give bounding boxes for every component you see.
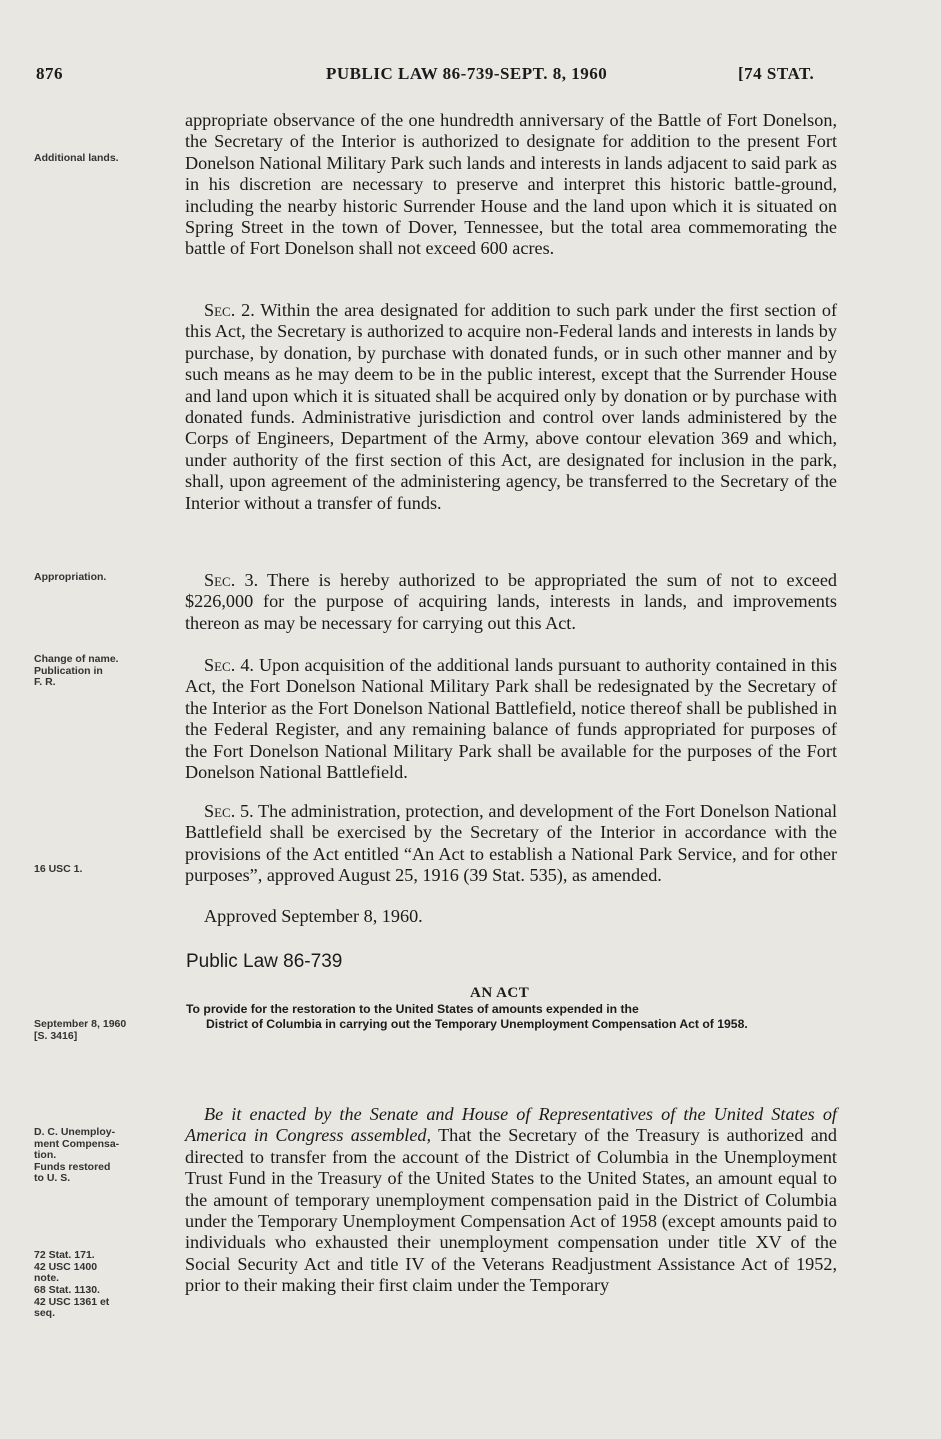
- enacting-clause: Be it enacted by the Senate and House of Representatives of the United States of America in Congress assembled,: [185, 1104, 837, 1146]
- act-purpose: [186, 1002, 837, 1032]
- margin-note-appropriation: Appropriation.: [34, 571, 107, 583]
- section-2-label: Sec. 2.: [204, 300, 255, 320]
- section-3-text: There is hereby authorized to be appropriated the sum of not to exceed $226,000 for the purpose of acquiring lands, interests in lands, and improvements thereon as may be necessary for carrying out this Act.: [185, 570, 837, 633]
- statute-volume: [74 STAT.: [738, 64, 815, 83]
- public-law-heading: Public Law 86-739: [186, 951, 343, 972]
- margin-note-change-of-name: Change of name. Publication in F. R.: [34, 653, 119, 688]
- section-5-label: Sec. 5.: [204, 801, 254, 821]
- margin-note-stat-171: 72 Stat. 171. 42 USC 1400 note.: [34, 1249, 98, 1284]
- section-4: [185, 655, 837, 783]
- section-3-label: Sec. 3.: [204, 570, 259, 590]
- section-5: [185, 801, 837, 887]
- law2-body-text: That the Secretary of the Treasury is authorized and directed to transfer from the account of the District of Columbia in the Unemployment Trust Fund in the Treasury of the United States to the United States, an amount equal to the amount of temporary unemployment compensation paid in the District of Columbia under the Temporary Unemployment Compensation Act of 1958 (except amounts paid to individuals who exhausted their unemployment compensation under title XV of the Social Security Act and title IV of the Veterans Readjustment Assistance Act of 1952, prior to their making their first claim under the Temporary: [185, 1125, 837, 1296]
- approval-line: Approved September 8, 1960.: [204, 906, 423, 926]
- page-number: 876: [36, 64, 63, 83]
- margin-note-stat-1130: 68 Stat. 1130. 42 USC 1361 et seq.: [34, 1284, 110, 1319]
- section-4-text: Upon acquisition of the additional lands pursuant to authority contained in this Act, the Fort Donelson National Military Park shall be redesignated by the Secretary of the Interior as the Fort Donelson National Battlefield, notice thereof shall be published in the Federal Register, and any remaining balance of funds appropriated for purposes of the Fort Donelson National Military Park shall be available for the purposes of the Fort Donelson National Battlefield.: [185, 655, 837, 783]
- law2-body: [185, 1104, 837, 1297]
- section-2-text: Within the area designated for addition to such park under the first section of this Act, the Secretary is authorized to acquire non-Federal lands and interests in lands by purchase, by donation, by purchase with donated funds, or in such other manner and by such means as he may deem to be in the public interest, except that the Surrender House and land upon which it is situated shall be acquired only by donation or by purchase with donated funds. Administrative jurisdiction and control over lands administered by the Corps of Engineers, Department of the Army, above contour elevation 369 and which, under authority of the first section of this Act, are designated for inclusion in the park, shall, upon agreement of the administering agency, be transferred to the Secretary of the Interior without a transfer of funds.: [185, 300, 837, 513]
- margin-note-additional-lands: Additional lands.: [34, 152, 119, 164]
- act-purpose-line-2: District of Columbia in carrying out the Temporary Unemployment Compensation Act of 1958.: [206, 1017, 748, 1031]
- section-1-text: appropriate observance of the one hundredth anniversary of the Battle of Fort Donelson, the Secretary of the Interior is authorized to designate for addition to the present Fort Donelson National Military Park such lands and interests in lands adjacent to said park as in his discretion are necessary to preserve and interpret this historic battle-ground, including the nearby historic Surrender House and the land upon which it is situated on Spring Street in the town of Dover, Tennessee, but the total area commemorating the battle of Fort Donelson shall not exceed 600 acres.: [185, 110, 837, 259]
- section-3: [185, 570, 837, 634]
- margin-note-dc-unemployment: D. C. Unemploy- ment Compensa- tion. Funds restored to U. S.: [34, 1126, 120, 1184]
- act-purpose-line-1: To provide for the restoration to the United States of amounts expended in the: [186, 1002, 639, 1016]
- section-5-text: The administration, protection, and development of the Fort Donelson National Battlefield shall be exercised by the Secretary of the Interior in accordance with the provisions of the Act entitled “An Act to establish a National Park Service, and for other purposes”, approved August 25, 1916 (39 Stat. 535), as amended.: [185, 801, 837, 886]
- section-4-label: Sec. 4.: [204, 655, 254, 675]
- margin-note-date-bill: September 8, 1960 [S. 3416]: [34, 1018, 127, 1042]
- margin-note-usc: 16 USC 1.: [34, 863, 83, 875]
- running-head-title: PUBLIC LAW 86-739-SEPT. 8, 1960: [326, 64, 608, 83]
- an-act-heading: AN ACT: [470, 985, 530, 1001]
- section-2: [185, 300, 837, 514]
